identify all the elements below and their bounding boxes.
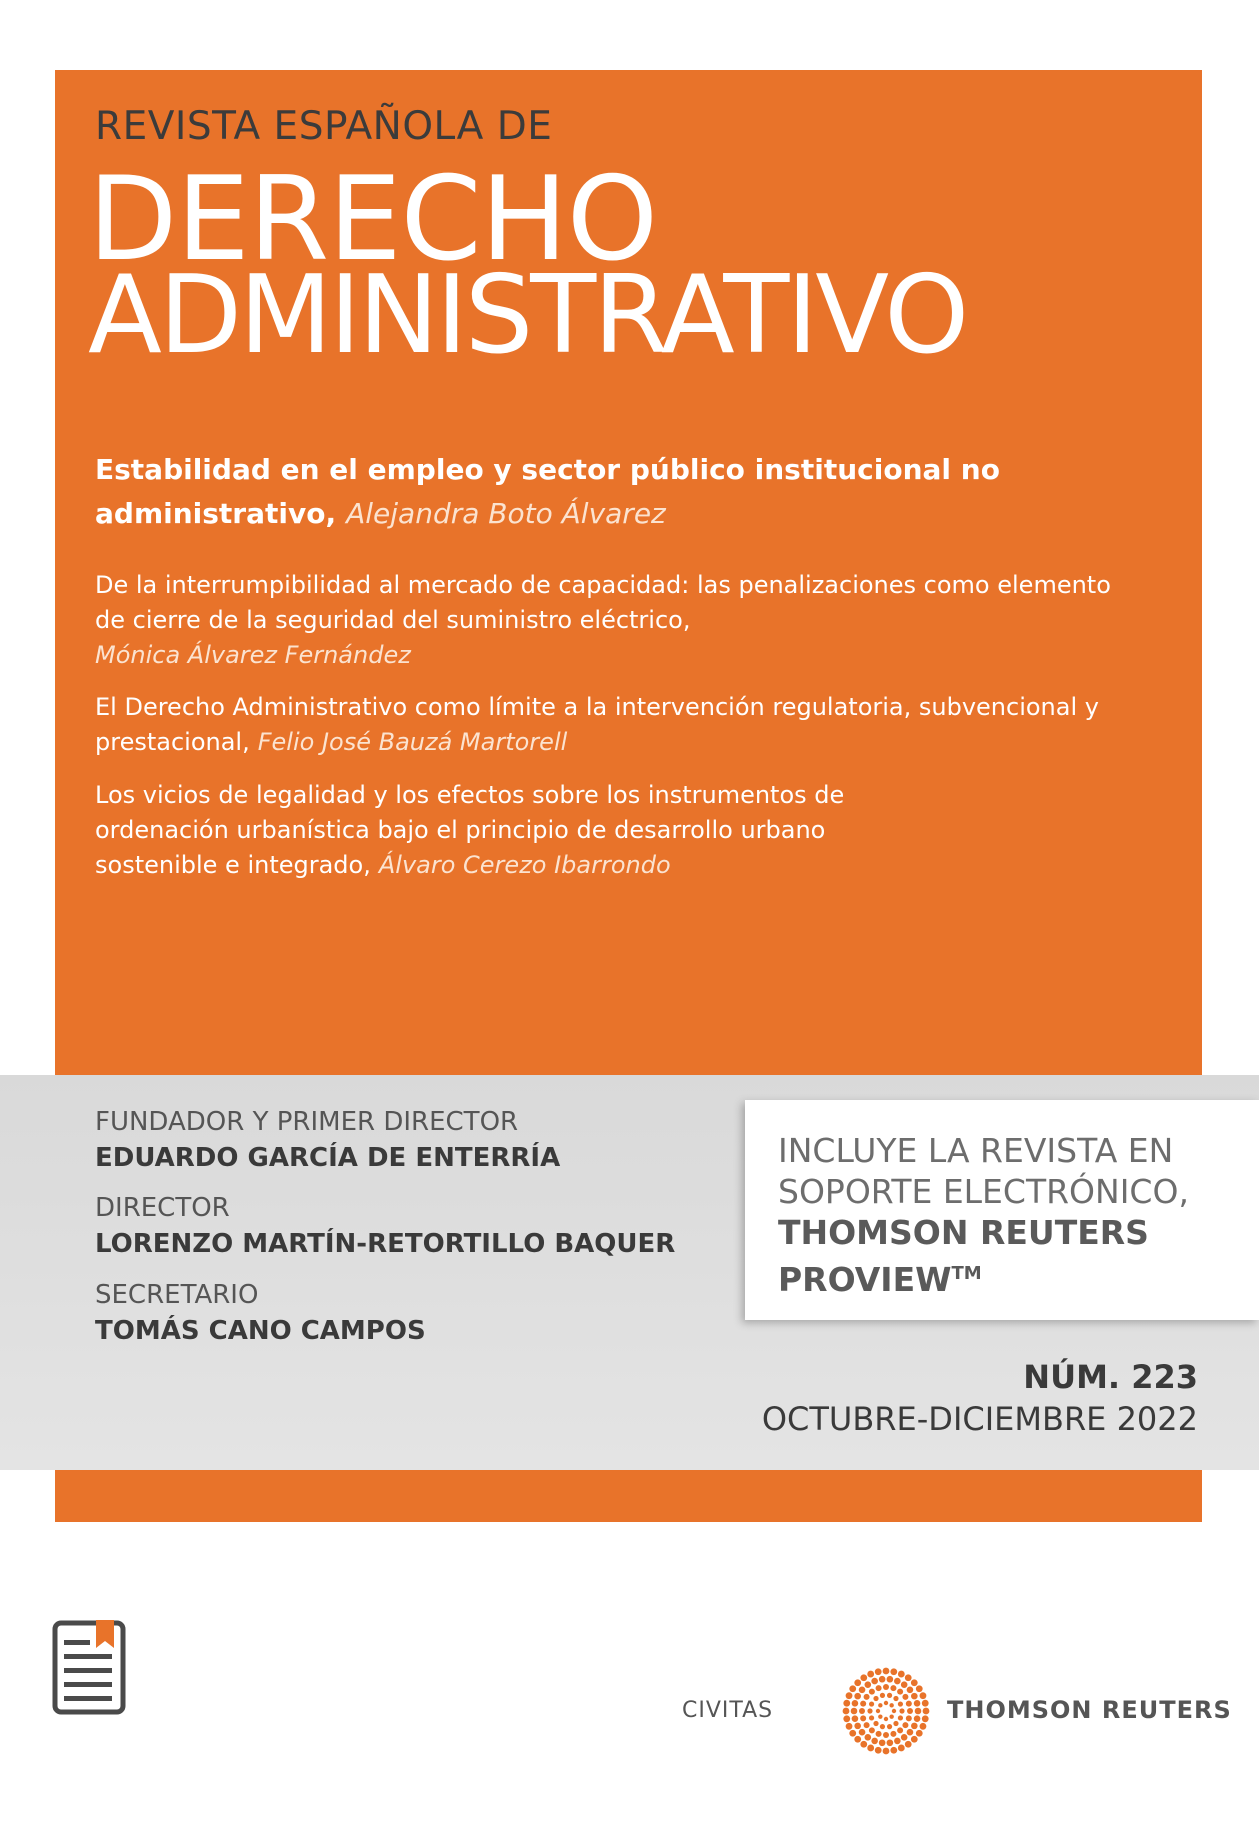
- logo-dot: [860, 1701, 866, 1707]
- logo-dot: [883, 1732, 889, 1738]
- logo-dot: [902, 1694, 908, 1700]
- staff-name: TOMÁS CANO CAMPOS: [95, 1316, 426, 1346]
- logo-dot: [887, 1724, 892, 1729]
- article-title: De la interrumpibilidad al mercado de capacidad: las penalizaciones como elemento de cierre de la seguridad del suministro eléctrico,: [95, 571, 1111, 634]
- logo-dot: [846, 1692, 853, 1699]
- journal-title-line1: DERECHO: [88, 152, 658, 287]
- staff-name: LORENZO MARTÍN-RETORTILLO BAQUER: [95, 1229, 676, 1259]
- issue-period: OCTUBRE-DICIEMBRE 2022: [761, 1400, 1198, 1438]
- logo-dot: [854, 1693, 861, 1700]
- article-item: [95, 690, 1145, 760]
- staff-role: DIRECTOR: [95, 1193, 230, 1223]
- article-item: [95, 778, 895, 883]
- proview-notice: [745, 1100, 1259, 1320]
- logo-dot: [878, 1714, 882, 1718]
- logo-dot: [905, 1741, 912, 1748]
- logo-dot: [878, 1703, 882, 1707]
- article-author: Felio José Bauzá Martorell: [257, 728, 568, 756]
- logo-dot: [902, 1722, 908, 1728]
- logo-dot: [893, 1721, 898, 1726]
- logo-dot: [859, 1708, 865, 1714]
- staff-founder: [95, 1104, 560, 1176]
- logo-dot: [923, 1708, 930, 1715]
- logo-dot: [854, 1679, 861, 1686]
- logo-dot: [892, 1709, 896, 1713]
- staff-secretary: [95, 1277, 426, 1349]
- logo-dot: [860, 1674, 867, 1681]
- logo-dot: [907, 1708, 913, 1714]
- logo-dot: [893, 1696, 898, 1701]
- logo-dot: [898, 1745, 905, 1752]
- logo-dot: [922, 1715, 929, 1722]
- trademark-mark: TM: [951, 1263, 982, 1284]
- logo-dot: [859, 1686, 866, 1693]
- staff-name: EDUARDO GARCÍA DE ENTERRÍA: [95, 1143, 561, 1173]
- logo-dot: [869, 1689, 875, 1695]
- logo-dot: [865, 1681, 872, 1688]
- logo-dot: [911, 1736, 918, 1743]
- logo-dot: [898, 1671, 905, 1678]
- logo-dot: [852, 1700, 859, 1707]
- logo-dot: [875, 1668, 882, 1675]
- logo-dot: [887, 1676, 894, 1683]
- logo-dot: [852, 1715, 859, 1722]
- lead-article-author: Alejandra Boto Álvarez: [346, 497, 666, 530]
- logo-dot: [869, 1715, 874, 1720]
- logo-dot: [860, 1715, 866, 1721]
- logo-dot: [898, 1701, 903, 1706]
- issue-number: NÚM. 223: [1023, 1358, 1198, 1396]
- logo-dot: [887, 1693, 892, 1698]
- logo-dot: [867, 1708, 872, 1713]
- logo-dot: [843, 1708, 850, 1715]
- logo-dot: [854, 1723, 861, 1730]
- proview-line1: INCLUYE LA REVISTA EN: [778, 1131, 1174, 1170]
- logo-dot: [911, 1679, 918, 1686]
- logo-dot: [864, 1694, 870, 1700]
- article-title: El Derecho Administrativo como límite a la intervención regulatoria, subvencional y prestacional,: [95, 693, 1099, 756]
- logo-dot: [901, 1734, 908, 1741]
- logo-dot: [876, 1709, 880, 1713]
- logo-dot: [846, 1723, 853, 1730]
- article-item: [95, 568, 1145, 673]
- logo-dot: [869, 1701, 874, 1706]
- logo-dot: [864, 1722, 870, 1728]
- logo-dot: [875, 1747, 882, 1754]
- logo-dot: [920, 1723, 927, 1730]
- logo-dot: [876, 1685, 882, 1691]
- staff-role: FUNDADOR Y PRIMER DIRECTOR: [95, 1107, 519, 1137]
- journal-title-line2: ADMINISTRATIVO: [88, 253, 967, 378]
- logo-dot: [871, 1678, 878, 1685]
- logo-dot: [867, 1745, 874, 1752]
- journal-subtitle: REVISTA ESPAÑOLA DE: [95, 104, 553, 149]
- logo-dot: [901, 1681, 908, 1688]
- logo-dot: [916, 1685, 923, 1692]
- logo-dot: [907, 1686, 914, 1693]
- logo-dot: [843, 1715, 850, 1722]
- article-author: Álvaro Cerezo Ibarrondo: [378, 851, 671, 879]
- logo-dot: [911, 1723, 918, 1730]
- logo-dot: [883, 1668, 890, 1675]
- logo-dot: [906, 1715, 912, 1721]
- logo-dot: [890, 1685, 896, 1691]
- proview-brand: PROVIEW: [778, 1260, 952, 1299]
- logo-dot: [851, 1708, 858, 1715]
- logo-dot: [907, 1729, 914, 1736]
- logo-dot: [889, 1703, 893, 1707]
- logo-dot: [879, 1676, 886, 1683]
- logo-dot: [849, 1730, 856, 1737]
- logo-dot: [883, 1684, 889, 1690]
- lead-article: [95, 448, 1145, 536]
- proview-line2: SOPORTE ELECTRÓNICO,: [778, 1172, 1189, 1211]
- document-bookmark-icon: [52, 1620, 126, 1715]
- logo-dot: [906, 1701, 912, 1707]
- logo-dot: [876, 1731, 882, 1737]
- logo-dot: [920, 1692, 927, 1699]
- logo-dot: [871, 1738, 878, 1745]
- thomson-reuters-publisher: THOMSON REUTERS: [947, 1696, 1232, 1724]
- logo-dot: [887, 1739, 894, 1746]
- article-author: Mónica Álvarez Fernández: [95, 641, 411, 669]
- logo-dot: [894, 1678, 901, 1685]
- logo-dot: [859, 1729, 866, 1736]
- logo-dot: [880, 1724, 885, 1729]
- logo-dot: [922, 1700, 929, 1707]
- staff-role: SECRETARIO: [95, 1280, 259, 1310]
- thomson-reuters-dot-logo: [842, 1667, 930, 1755]
- logo-dot: [899, 1708, 904, 1713]
- logo-dot: [880, 1693, 885, 1698]
- logo-dot: [879, 1739, 886, 1746]
- logo-dot: [897, 1689, 903, 1695]
- logo-dot: [916, 1730, 923, 1737]
- logo-dot: [869, 1727, 875, 1733]
- logo-dot: [873, 1696, 878, 1701]
- logo-dot: [890, 1731, 896, 1737]
- proview-line4: [778, 1253, 1259, 1300]
- civitas-publisher: CIVITAS: [682, 1698, 774, 1723]
- proview-line3: THOMSON REUTERS: [778, 1213, 1149, 1252]
- logo-dot: [897, 1727, 903, 1733]
- article-title: Los vicios de legalidad y los efectos sobre los instrumentos de ordenación urbanística bajo el principio de desarrollo urbano sostenible e integrado,: [95, 781, 845, 879]
- logo-dot: [905, 1674, 912, 1681]
- logo-dot: [884, 1701, 888, 1705]
- logo-dot: [890, 1668, 897, 1675]
- logo-dot: [873, 1721, 878, 1726]
- logo-dot: [914, 1700, 921, 1707]
- logo-dot: [843, 1700, 850, 1707]
- logo-dot: [867, 1671, 874, 1678]
- logo-dot: [915, 1708, 922, 1715]
- logo-dot: [898, 1715, 903, 1720]
- logo-dot: [884, 1717, 888, 1721]
- logo-dot: [849, 1685, 856, 1692]
- logo-dot: [854, 1736, 861, 1743]
- logo-dot: [911, 1693, 918, 1700]
- logo-dot: [865, 1734, 872, 1741]
- logo-dot: [860, 1741, 867, 1748]
- lead-article-title: Estabilidad en el empleo y sector público institucional no administrativo,: [95, 453, 1000, 530]
- logo-dot: [894, 1738, 901, 1745]
- staff-director: [95, 1190, 675, 1262]
- logo-dot: [890, 1747, 897, 1754]
- logo-dot: [914, 1715, 921, 1722]
- logo-dot: [889, 1714, 893, 1718]
- logo-dot: [883, 1748, 890, 1755]
